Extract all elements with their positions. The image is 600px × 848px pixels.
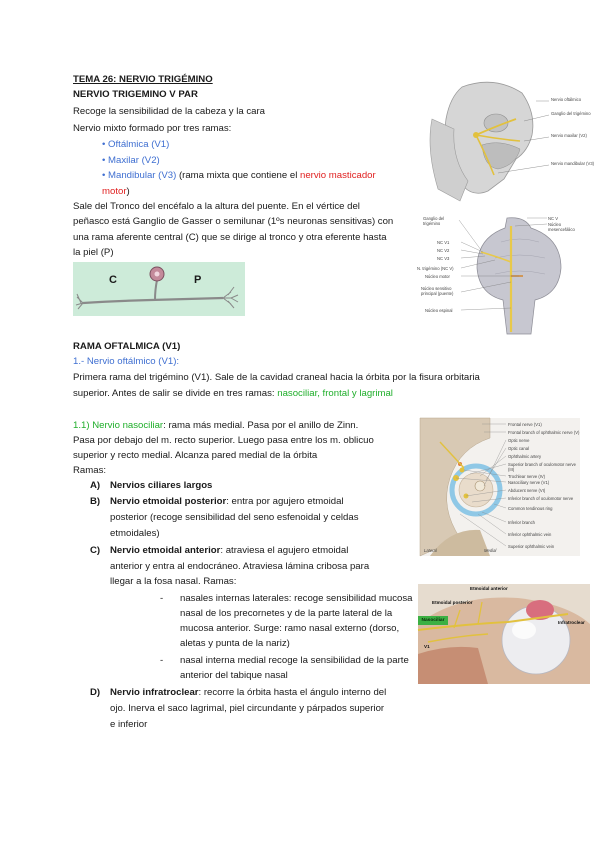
origin-line-3: una rama aferente central (C) que se dirige al tronco y otra eferente hasta — [73, 232, 387, 243]
subbullet-1-line-4: aletas y punta de la nariz) — [180, 638, 290, 649]
branch-v3-note: (rama mixta que contiene el — [176, 170, 300, 181]
brainstem-label-mesencefalico: Núcleo mesencefálico — [548, 222, 575, 232]
brainstem-label-principal: Núcleo sensitivo principal (puente) — [421, 286, 454, 296]
neuron-diagram — [73, 262, 245, 316]
branch-v3-label: • Mandibular (V3) — [102, 170, 177, 181]
branch-v3-close: ) — [126, 186, 130, 197]
pseudounipolar-neuron-figure — [73, 262, 245, 316]
item-b-line-2: posterior (recoge sensibilidad del seno esfenoidal y celdas — [110, 512, 359, 523]
brainstem-label-v1: NC V1 — [437, 240, 450, 245]
orbit-label-11: Common tendinous ring — [508, 506, 553, 511]
subbullet-1-line-3: mucosa anterior. Surge: ramo nasal externo (dorso, — [180, 623, 400, 634]
branch-v3-motor: motor — [102, 186, 127, 197]
subbullet-2-line-1: nasal interna medial recoge la sensibilidad de la parte — [180, 655, 409, 666]
head-figure — [424, 79, 595, 207]
item-d-line-1 — [110, 685, 386, 701]
orbit-label-7: Trochlear nerve (IV) — [508, 474, 546, 479]
oftalmica-subheading: 1.- Nervio oftálmico (V1): — [73, 356, 180, 367]
orbit-label-4: Optic canal — [508, 446, 529, 451]
branch-v2: • Maxilar (V2) — [102, 155, 160, 166]
orbit-label-13: Inferior ophthalmic vein — [508, 532, 552, 537]
item-d-line-2: ojo. Inerva el saco lagrimal, piel circundante y párpados superior — [110, 703, 385, 714]
orbit-label-medial: Medial — [484, 548, 497, 553]
orbit-label-3: Optic nerve — [508, 438, 530, 443]
subbullet-2-line-2: anterior del tabique nasal — [180, 670, 288, 681]
eye-label-infratroclear: Infratroclear — [558, 620, 585, 625]
oftalmica-heading: RAMA OFTALMICA (V1) — [73, 341, 181, 352]
head-label-3: Nervio maxilar (V2) — [551, 133, 587, 138]
branch-v3 — [102, 168, 376, 184]
nasociliar-heading: 1.1) Nervio nasociliar — [73, 420, 164, 431]
subbullet-1-dash: - — [160, 593, 164, 604]
subbullet-1-line-1: nasales internas laterales: recoge sensibilidad mucosa — [180, 593, 413, 604]
nasociliar-heading-rest: : rama más medial. Pasa por el anillo de Zinn. — [163, 420, 359, 431]
orbit-label-1: Frontal nerve (V1) — [508, 422, 542, 427]
tema-title: TEMA 26: NERVIO TRIGÉMINO — [73, 74, 213, 85]
brainstem-figure — [415, 212, 595, 334]
orbit-label-12: Inferior branch — [508, 520, 535, 525]
brainstem-label-motor: Núcleo motor — [425, 274, 450, 279]
orbit-apex-figure — [420, 418, 580, 556]
head-label-1: Nervio oftálmico — [551, 97, 582, 102]
subbullet-1-line-2: nasal de los precornetes y de la parte lateral de la — [180, 608, 393, 619]
item-b-title: Nervio etmoidal posterior — [110, 496, 227, 507]
nasociliar-line-2: Pasa por debajo del m. recto superior. Luego pasa entre los m. oblicuo — [73, 435, 374, 446]
head-label-2: Ganglio del trigémino — [551, 111, 591, 116]
item-c-line-2: anterior y entra al endocráneo. Atraviesa lámina cribosa para — [110, 561, 370, 572]
origin-line-1: Sale del Tronco del encéfalo a la altura del puente. En el vértice del — [73, 201, 360, 212]
orbit-label-9: Abducent nerve (VI) — [508, 488, 546, 493]
orbit-label-14: Superior ophthalmic vein — [508, 544, 555, 549]
item-a-letter: A) — [90, 480, 101, 491]
orbit-label-2: Frontal branch of ophthalmic nerve (V) — [508, 430, 580, 435]
item-b-line-1 — [110, 494, 344, 510]
orbit-label-6: Superior branch of oculomotor nerve (III) — [508, 462, 576, 472]
section-title: NERVIO TRIGEMINO V PAR — [73, 89, 198, 100]
intro-line-1: Recoge la sensibilidad de la cabeza y la cara — [73, 106, 265, 117]
subbullet-2-dash: - — [160, 655, 164, 666]
brainstem-label-ncv: NC V — [548, 216, 559, 221]
brainstem-label-v2: NC V2 — [437, 248, 450, 253]
brainstem-label-espinal: Núcleo espinal — [425, 308, 453, 313]
nasociliar-ramas: Ramas: — [73, 465, 107, 476]
nasociliar-line-3: superior y recto medial. Alcanza pared medial de la órbita — [73, 450, 318, 461]
oftalmica-p1: Primera rama del trigémino (V1). Sale de la cavidad craneal hacia la órbita por la fisura orbitaria — [73, 372, 480, 383]
item-a-title: Nervios ciliares largos — [110, 480, 213, 491]
head-label-4: Nervio mandibular (V3) — [551, 161, 595, 166]
orbit-label-8: Nasociliary nerve (V1) — [508, 480, 550, 485]
item-d-rest: : recorre la órbita hasta el ángulo interno del — [198, 687, 387, 698]
origin-line-4: la piel (P) — [73, 247, 114, 258]
eye-label-nasociliar: Nasociliar — [418, 616, 448, 625]
oftalmica-p2 — [73, 386, 393, 402]
branch-v1: • Oftálmica (V1) — [102, 139, 170, 150]
origin-line-2: peñasco está Ganglio de Gasser o semilunar (1ºs neuronas sensitivas) con — [73, 216, 394, 227]
nasociliar-line-1 — [73, 418, 358, 434]
brainstem-label-v3: NC V3 — [437, 256, 450, 261]
item-b-line-3: etmoidales) — [110, 528, 160, 539]
brainstem-label-ganglio: Ganglio del trigémino — [423, 216, 445, 226]
item-b-letter: B) — [90, 496, 101, 507]
neuron-label-c: C — [109, 274, 117, 286]
item-d-title: Nervio infratroclear — [110, 687, 199, 698]
item-c-title: Nervio etmoidal anterior — [110, 545, 221, 556]
branch-v3-cont — [102, 184, 130, 200]
item-b-rest: : entra por agujero etmoidal — [226, 496, 344, 507]
orbit-label-5: Ophthalmic artery — [508, 454, 542, 459]
item-c-line-1 — [110, 543, 348, 559]
item-d-letter: D) — [90, 687, 101, 698]
branch-v3-highlight: nervio masticador — [300, 170, 376, 181]
orbit-label-10: Inferior branch of oculomotor nerve — [508, 496, 574, 501]
brainstem-label-nv: N. trigémino (NC V) — [417, 266, 454, 271]
common-tendinous-ring-figure — [420, 418, 580, 556]
eye-orbit-figure — [418, 584, 590, 684]
eye-label-v1: V1 — [424, 644, 430, 649]
orbit-label-lateral: Lateral — [424, 548, 437, 553]
neuron-label-p: P — [194, 274, 202, 286]
item-c-rest: : atraviesa el agujero etmoidal — [220, 545, 349, 556]
oftalmica-p2-prefix: superior. Antes de salir se divide en tres ramas: — [73, 388, 278, 399]
eye-label-etm-post: Etmoidal posterior — [432, 600, 473, 605]
nasociliary-branches-figure — [418, 584, 590, 684]
oftalmica-p2-branches: nasociliar, frontal y lagrimal — [277, 388, 393, 399]
item-d-line-3: e inferior — [110, 719, 148, 730]
item-c-letter: C) — [90, 545, 101, 556]
intro-line-2: Nervio mixto formado por tres ramas: — [73, 123, 232, 134]
item-c-line-3: llegar a la fosa nasal. Ramas: — [110, 576, 237, 587]
eye-label-etm-ant: Etmoidal anterior — [470, 586, 508, 591]
